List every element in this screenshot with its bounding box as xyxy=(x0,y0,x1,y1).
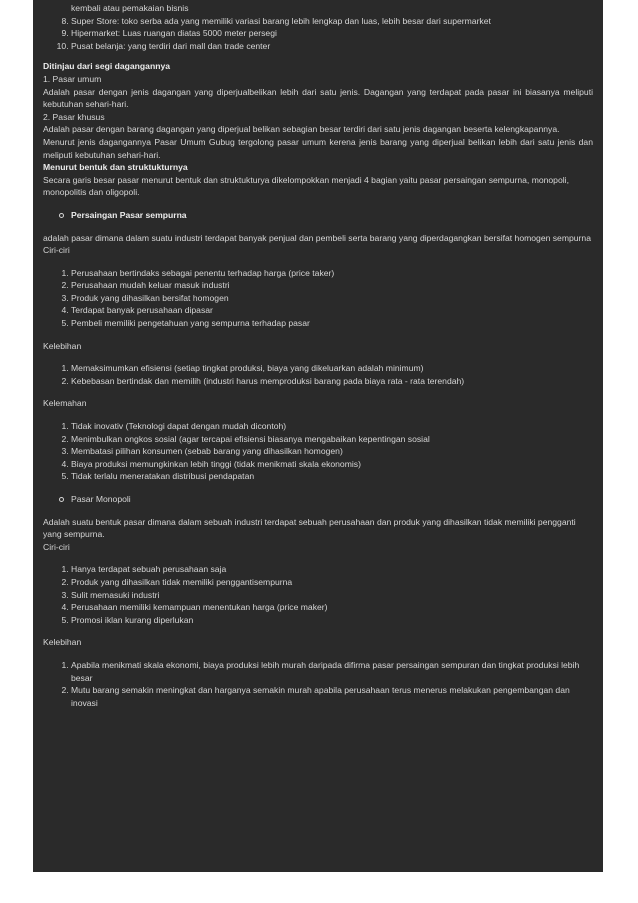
list-item: 4. Biaya produksi memungkinkan lebih tinggi (tidak menikmati skala ekonomis) xyxy=(71,458,593,471)
list-ciri-monopoli xyxy=(43,563,593,626)
store-types-list xyxy=(43,15,593,53)
list-item: 8. Super Store: toko serba ada yang memiliki variasi barang lebih lengkap dan luas, lebih besar dari supermarket xyxy=(71,15,593,28)
paragraph-bentuk: Secara garis besar pasar menurut bentuk dan struktukturya dikelompokkan menjadi 4 bagian yaitu pasar persaingan sempurna, monopoli, monopolitis dan oligopoli. xyxy=(43,174,569,198)
bullet-item-pasar-monopoli: Pasar Monopoli xyxy=(71,493,593,506)
paragraph-sempurna: adalah pasar dimana dalam suatu industri terdapat banyak penjual dan pembeli serta barang yang diperdagangkan bersifat homogen sempurna xyxy=(43,232,591,243)
list-item: 1. Tidak inovativ (Teknologi dapat dengan mudah dicontoh) xyxy=(71,420,593,433)
section-heading-dagangan: Ditinjau dari segi dagangannya xyxy=(43,61,171,72)
list-item: 5. Pembeli memiliki pengetahuan yang sempurna terhadap pasar xyxy=(71,317,593,330)
list-item: 2. Kebebasan bertindak dan memilih (industri harus memproduksi barang pada biaya rata - rata terendah) xyxy=(71,375,593,388)
store-types-list-continued xyxy=(43,2,593,15)
label-kelemahan: Kelemahan xyxy=(43,398,87,409)
bullet-circle-icon xyxy=(59,497,64,502)
bullet-list-monopoli xyxy=(43,493,593,506)
list-kelebihan-monopoli xyxy=(43,659,593,709)
paragraph-pasar-umum: Adalah pasar dengan jenis dagangan yang diperjualbelikan lebih dari satu jenis. Dagangan yang terdapat pada pasar ini biasanya meliputi kebutuhan sehari-hari. xyxy=(43,86,593,110)
list-item: 3. Sulit memasuki industri xyxy=(71,589,593,602)
list-ciri-sempurna xyxy=(43,267,593,330)
list-item: 5. Promosi iklan kurang diperlukan xyxy=(71,614,593,627)
list-item: 4. Terdapat banyak perusahaan dipasar xyxy=(71,304,593,317)
paragraph-pasar-gubug: Menurut jenis dagangannya Pasar Umum Gubug tergolong pasar umum kerena jenis barang yang diperjual belikan lebih dari satu jenis dan meliputi kebutuhan sehari-hari. xyxy=(43,136,593,160)
bullet-item-persaingan-sempurna: Persaingan Pasar sempurna xyxy=(71,209,593,222)
label-kelebihan: Kelebihan xyxy=(43,340,82,351)
list-item: 2. Mutu barang semakin meningkat dan harganya semakin murah apabila perusahaan terus menerus melakukan pengembangan dan inovasi xyxy=(71,684,593,709)
label-ciri-ciri: Ciri-ciri xyxy=(43,245,70,256)
list-item: 4. Perusahaan memiliki kemampuan menentukan harga (price maker) xyxy=(71,601,593,614)
list-item: 2. Menimbulkan ongkos sosial (agar tercapai efisiensi biasanya mengabaikan kepentingan sosial xyxy=(71,433,593,446)
list-item: 1. Perusahaan bertindaks sebagai penentu terhadap harga (price taker) xyxy=(71,267,593,280)
list-kelebihan-sempurna xyxy=(43,362,593,387)
subheading-pasar-khusus: 2. Pasar khusus xyxy=(43,111,105,122)
label-ciri-ciri: Ciri-ciri xyxy=(43,541,70,552)
list-kelemahan-sempurna xyxy=(43,420,593,483)
list-item: 1. Hanya terdapat sebuah perusahaan saja xyxy=(71,563,593,576)
list-item: 1. Apabila menikmati skala ekonomi, biaya produksi lebih murah daripada difirma pasar persaingan sempuran dan tingkat produksi lebih besar xyxy=(71,659,593,684)
list-item: 10. Pusat belanja: yang terdiri dari mall dan trade center xyxy=(71,40,593,53)
list-item: 3. Membatasi pilihan konsumen (sebab barang yang dihasilkan homogen) xyxy=(71,445,593,458)
list-item: 9. Hipermarket: Luas ruangan diatas 5000 meter persegi xyxy=(71,27,593,40)
list-item: 2. Perusahaan mudah keluar masuk industri xyxy=(71,279,593,292)
list-item: 2. Produk yang dihasilkan tidak memiliki penggantisempurna xyxy=(71,576,593,589)
paragraph-monopoli: Adalah suatu bentuk pasar dimana dalam sebuah industri terdapat sebuah perusahaan dan produk yang dihasilkan tidak memiliki pengganti yang sempurna. xyxy=(43,516,576,540)
list-item: 5. Tidak terlalu meneratakan distribusi pendapatan xyxy=(71,470,593,483)
list-item: 3. Produk yang dihasilkan bersifat homogen xyxy=(71,292,593,305)
section-heading-bentuk: Menurut bentuk dan struktukturnya xyxy=(43,162,188,173)
list-item-continuation: kembali atau pemakaian bisnis xyxy=(71,3,189,13)
subheading-pasar-umum: 1. Pasar umum xyxy=(43,73,102,84)
label-kelebihan: Kelebihan xyxy=(43,637,82,648)
list-item: 1. Memaksimumkan efisiensi (setiap tingkat produksi, biaya yang dikeluarkan adalah minimum) xyxy=(71,362,593,375)
bullet-circle-icon xyxy=(59,213,64,218)
bullet-list-sempurna xyxy=(43,209,593,222)
document-page xyxy=(33,0,603,872)
paragraph-pasar-khusus: Adalah pasar dengan barang dagangan yang diperjual belikan sebagian besar terdiri dari satu jenis dagangan beserta kelengkapannya. xyxy=(43,124,560,135)
